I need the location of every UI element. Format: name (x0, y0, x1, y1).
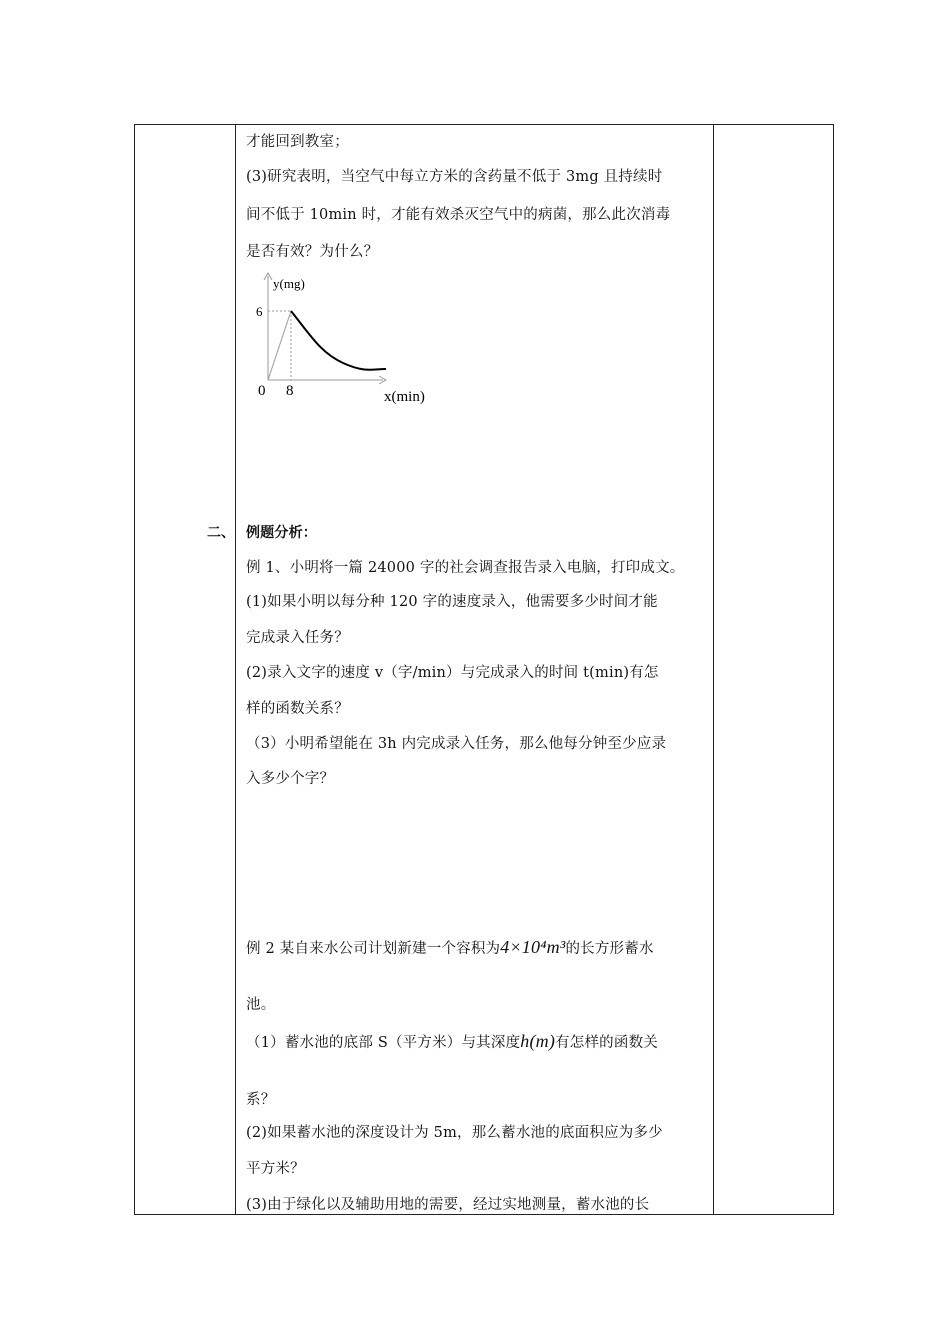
section-number: 二、 (207, 525, 235, 541)
concentration-graph (253, 268, 453, 418)
column-divider-right (713, 125, 714, 1214)
example1-line: (1)如果小明以每分种 120 字的速度录入，他需要多少时间才能 (246, 594, 658, 610)
text-line: 是否有效？为什么？ (246, 244, 379, 260)
example1-line: 例 1、小明将一篇 24000 字的社会调查报告录入电脑，打印成文。 (246, 560, 685, 576)
example1-line: 样的函数关系？ (246, 701, 349, 717)
decay-curve (291, 311, 386, 370)
depth-formula: h(m) (520, 1031, 556, 1051)
volume-formula: 4×10⁴m³ (500, 937, 566, 957)
example2-line: 系？ (246, 1092, 276, 1108)
left-column (135, 125, 235, 1214)
example1-line: 入多少个字？ (246, 771, 335, 787)
example1-line: （3）小明希望能在 3h 内完成录入任务，那么他每分钟至少应录 (246, 736, 667, 752)
text-line: 才能回到教室； (246, 134, 349, 150)
text-line: 间不低于 10min 时，才能有效杀灭空气中的病菌，那么此次消毒 (246, 207, 671, 223)
y-axis-label: y(mg) (273, 276, 305, 291)
text-line: (3)研究表明，当空气中每立方米的含药量不低于 3mg 且持续时 (246, 169, 663, 185)
example2-text: 有怎样的函数关 (555, 1035, 658, 1051)
example2-text: （1）蓄水池的底部 S（平方米）与其深度 (246, 1035, 521, 1051)
y-tick-label: 6 (256, 304, 263, 319)
section-title: 例题分析： (246, 525, 317, 541)
example2-line (246, 937, 654, 958)
example1-line: 完成录入任务？ (246, 630, 349, 646)
example2-text: 的长方形蓄水 (565, 941, 654, 957)
rising-segment (268, 311, 291, 380)
origin-label: 0 (258, 383, 266, 399)
x-axis-label: x(min) (384, 389, 425, 405)
example2-line: 平方米？ (246, 1161, 305, 1177)
example2-line: (2)如果蓄水池的深度设计为 5m，那么蓄水池的底面积应为多少 (246, 1125, 663, 1141)
x-tick-label: 8 (286, 383, 294, 399)
example2-text: 例 2 某自来水公司计划新建一个容积为 (246, 941, 501, 957)
example2-line: 池。 (246, 997, 276, 1013)
example1-line: (2)录入文字的速度 v（字/min）与完成录入的时间 t(min)有怎 (246, 665, 659, 681)
example2-line: (3)由于绿化以及辅助用地的需要，经过实地测量，蓄水池的长 (246, 1197, 650, 1213)
lesson-table (134, 124, 834, 1215)
example2-line (246, 1031, 658, 1052)
